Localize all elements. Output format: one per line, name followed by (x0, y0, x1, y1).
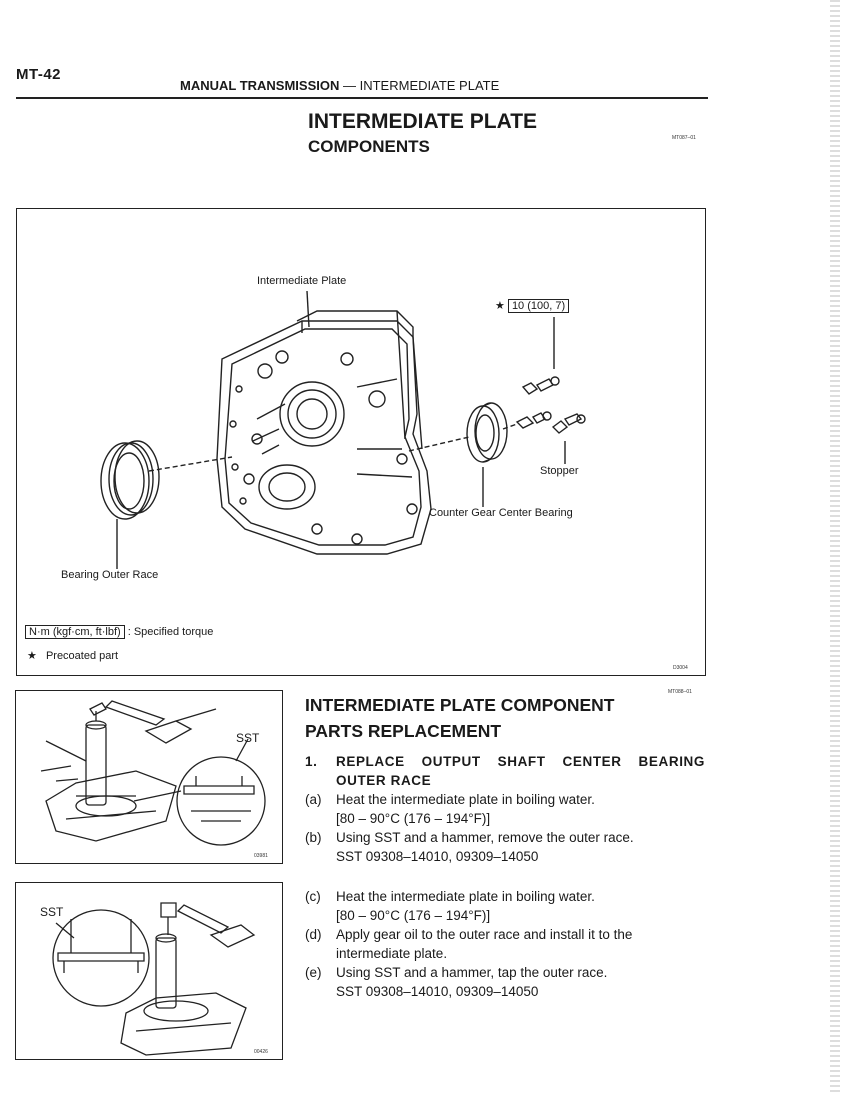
label-counter-gear-bearing: Counter Gear Center Bearing (429, 507, 573, 519)
figure-install-race (15, 882, 283, 1060)
step-a-line1: Heat the intermediate plate in boiling water. (336, 792, 595, 807)
section-title-line2: PARTS REPLACEMENT (305, 721, 502, 741)
step-a (305, 790, 705, 828)
header-rule (16, 97, 708, 99)
step-d (305, 925, 705, 963)
page-title: INTERMEDIATE PLATE (308, 110, 538, 133)
step-c-text (336, 887, 595, 925)
step-d-text (336, 925, 632, 963)
running-header (180, 78, 499, 93)
step-c-label: (c) (305, 889, 321, 904)
figure-1-sst-label: SST (236, 731, 260, 745)
step-1-title (336, 752, 705, 790)
figure-1-code: 03981 (254, 853, 268, 859)
section-title-line1: INTERMEDIATE PLATE COMPONENT (305, 695, 615, 715)
precoat-star-icon: ★ (495, 300, 505, 312)
step-a-line2: [80 – 90°C (176 – 194°F)] (336, 811, 491, 826)
step-b-text (336, 828, 705, 866)
title-code: MT087–01 (672, 135, 696, 141)
figure-2-sst-label: SST (40, 905, 64, 919)
step-e-label: (e) (305, 965, 322, 980)
running-header-subsection: INTERMEDIATE PLATE (359, 78, 500, 93)
running-header-section: MANUAL TRANSMISSION (180, 78, 340, 93)
step-b (305, 828, 705, 866)
step-e-text (336, 963, 607, 1001)
step-a-text (336, 790, 705, 828)
procedure-steps-1 (305, 752, 705, 866)
figure-remove-race (15, 690, 283, 864)
step-e-line1: Using SST and a hammer, tap the outer race. (336, 965, 608, 980)
page-number: MT-42 (16, 66, 62, 83)
step-e (305, 963, 705, 1001)
running-header-separator: — (339, 78, 360, 93)
legend-torque-text: : Specified torque (127, 626, 214, 638)
step-a-label: (a) (305, 792, 322, 807)
label-intermediate-plate: Intermediate Plate (257, 275, 347, 287)
section-title (305, 692, 615, 744)
step-b-line2: SST 09308–14010, 09309–14050 (336, 849, 539, 864)
step-d-label: (d) (305, 927, 322, 942)
legend-torque (25, 626, 213, 638)
step-c-line1: Heat the intermediate plate in boiling water. (336, 889, 595, 904)
legend-star-icon: ★ (27, 650, 37, 662)
step-d-line1: Apply gear oil to the outer race and install it to the (336, 927, 633, 942)
step-1 (305, 752, 705, 790)
step-b-line1: Using SST and a hammer, remove the outer race. (336, 830, 634, 845)
label-bearing-outer-race: Bearing Outer Race (61, 569, 159, 581)
legend-precoat (27, 649, 118, 662)
page-edge (830, 0, 840, 1093)
torque-spec-box: 10 (100, 7) (508, 299, 569, 313)
figure-2-code: 00426 (254, 1049, 268, 1055)
step-b-label: (b) (305, 830, 322, 845)
legend-precoat-text: Precoated part (45, 650, 119, 662)
step-1-title-line2: OUTER RACE (336, 773, 432, 788)
legend-torque-units: N·m (kgf·cm, ft·lbf) (25, 625, 125, 639)
torque-callout (495, 299, 569, 312)
components-drawing (17, 209, 705, 675)
label-stopper: Stopper (540, 465, 579, 477)
diagram-code: D3004 (673, 665, 688, 671)
step-c-line2: [80 – 90°C (176 – 194°F)] (336, 908, 491, 923)
step-c (305, 887, 705, 925)
components-diagram (16, 208, 706, 676)
step-1-number: 1. (305, 754, 318, 769)
step-1-title-line1: REPLACE OUTPUT SHAFT CENTER BEARING (336, 754, 705, 769)
page-subtitle: COMPONENTS (308, 137, 430, 156)
step-d-line2: intermediate plate. (336, 946, 448, 961)
step-e-line2: SST 09308–14010, 09309–14050 (336, 984, 539, 999)
section-code: MT088–01 (668, 689, 692, 695)
remove-race-drawing (16, 691, 282, 863)
procedure-steps-2 (305, 887, 705, 1001)
